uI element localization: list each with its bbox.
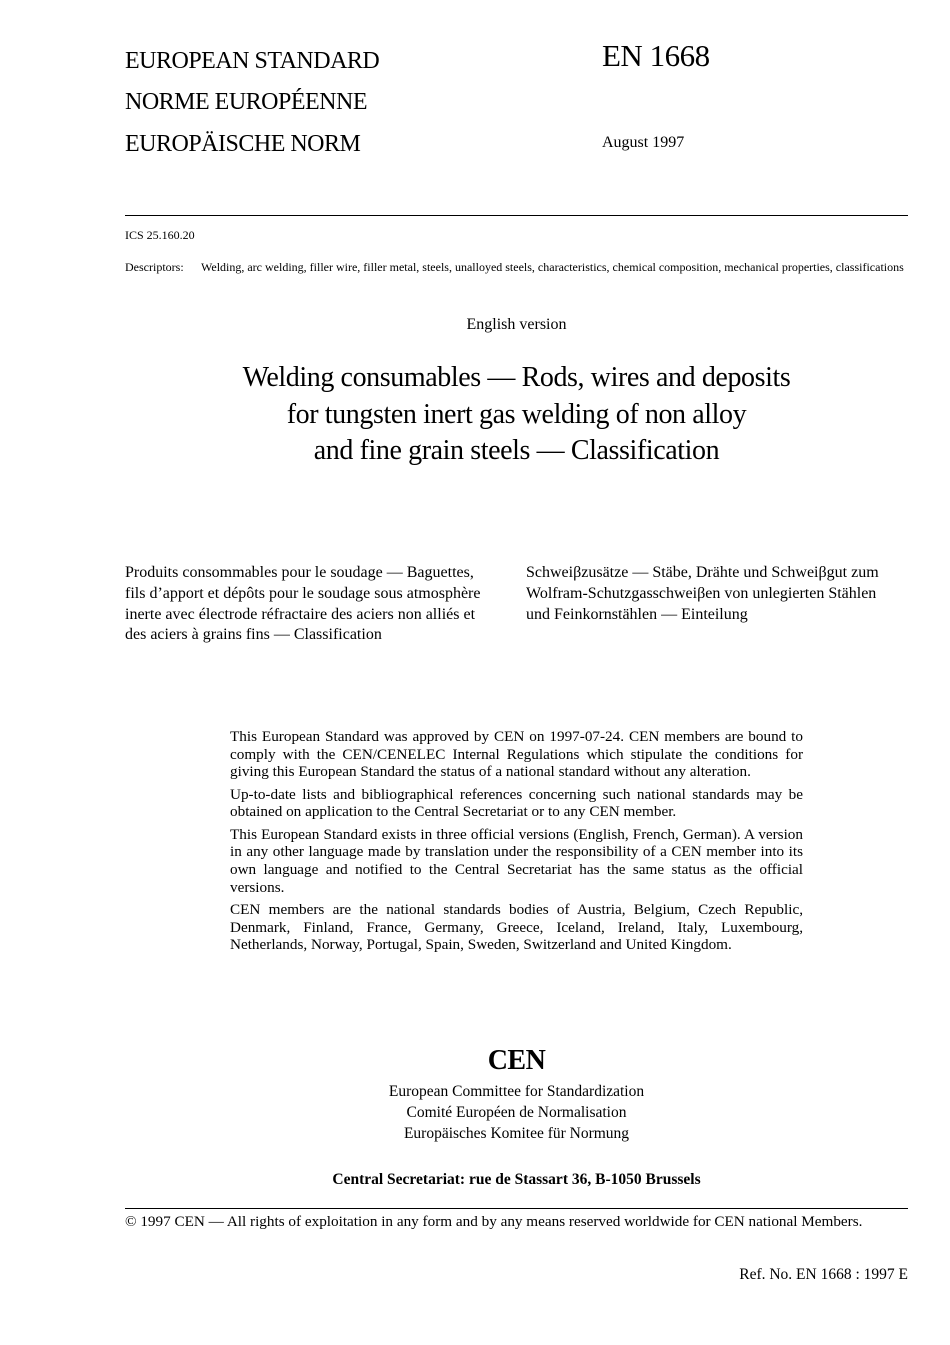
language-version: English version <box>466 316 567 333</box>
standard-number: EN 1668 <box>602 38 710 73</box>
descriptors-text: Welding, arc welding, filler wire, filler metal, steels, unalloyed steels, characteristics, chemical composition, mechanical properties, classifications <box>201 260 904 274</box>
header-rule <box>125 215 908 216</box>
german-title: Schweiβzusätze — Stäbe, Drähte und Schweiβgut zum Wolfram-Schutzgasschweiβen von unlegierten Stählen und Feinkornstählen — Einteilung <box>526 564 879 623</box>
title-line-3: and fine grain steels — Classification <box>313 435 720 466</box>
descriptors-label: Descriptors: <box>125 260 184 274</box>
cen-logo: CEN <box>487 1045 546 1076</box>
publication-date: August 1997 <box>602 134 685 151</box>
notice-paragraph-approval: This European Standard was approved by CEN on 1997-07-24. CEN members are bound to comply with the CEN/CENELEC Internal Regulations which stipulate the conditions for giving this European Standard the status of a national standard without any alteration. <box>230 728 803 781</box>
ics-code: ICS 25.160.20 <box>125 228 195 242</box>
french-title: Produits consommables pour le soudage — Baguettes, fils d’apport et dépôts pour le soudage sous atmosphère inerte avec électrode réfractaire des aciers non alliés et des aciers à grains fins — Classification <box>125 564 481 644</box>
cen-organization-names <box>125 1082 908 1144</box>
header-german: EUROPÄISCHE NORM <box>125 131 361 157</box>
approval-notice <box>230 728 803 958</box>
title-line-1: Welding consumables — Rods, wires and deposits <box>242 362 791 393</box>
header-french: NORME EUROPÉENNE <box>125 89 367 115</box>
copyright-notice: © 1997 CEN — All rights of exploitation in any form and by any means reserved worldwide for CEN national Members. <box>125 1213 863 1230</box>
footer-rule <box>125 1208 908 1209</box>
central-secretariat: Central Secretariat: rue de Stassart 36, B-1050 Brussels <box>332 1171 701 1188</box>
document-title <box>125 360 908 470</box>
reference-number: Ref. No. EN 1668 : 1997 E <box>739 1266 908 1283</box>
notice-paragraph-versions: This European Standard exists in three official versions (English, French, German). A version in any other language made by translation under the responsibility of a CEN member into its own language and notified to the Central Secretariat has the same status as the official versions. <box>230 825 803 896</box>
notice-paragraph-references: Up-to-date lists and bibliographical references concerning such national standards may be obtained on application to the Central Secretariat or to any CEN member. <box>230 785 803 821</box>
title-line-2: for tungsten inert gas welding of non alloy <box>286 398 747 430</box>
descriptors <box>125 260 908 275</box>
cen-name-french: Comité Européen de Normalisation <box>406 1103 627 1121</box>
header-english: EUROPEAN STANDARD <box>125 48 380 74</box>
notice-paragraph-members: CEN members are the national standards bodies of Austria, Belgium, Czech Republic, Denmark, Finland, France, Germany, Greece, Iceland, Ireland, Italy, Luxembourg, Netherlands, Norway, Portugal, Spain, Sweden, Switzerland and United Kingdom. <box>230 900 803 954</box>
cen-name-english: European Committee for Standardization <box>388 1083 645 1100</box>
cen-name-german: Europäisches Komitee für Normung <box>403 1124 630 1142</box>
